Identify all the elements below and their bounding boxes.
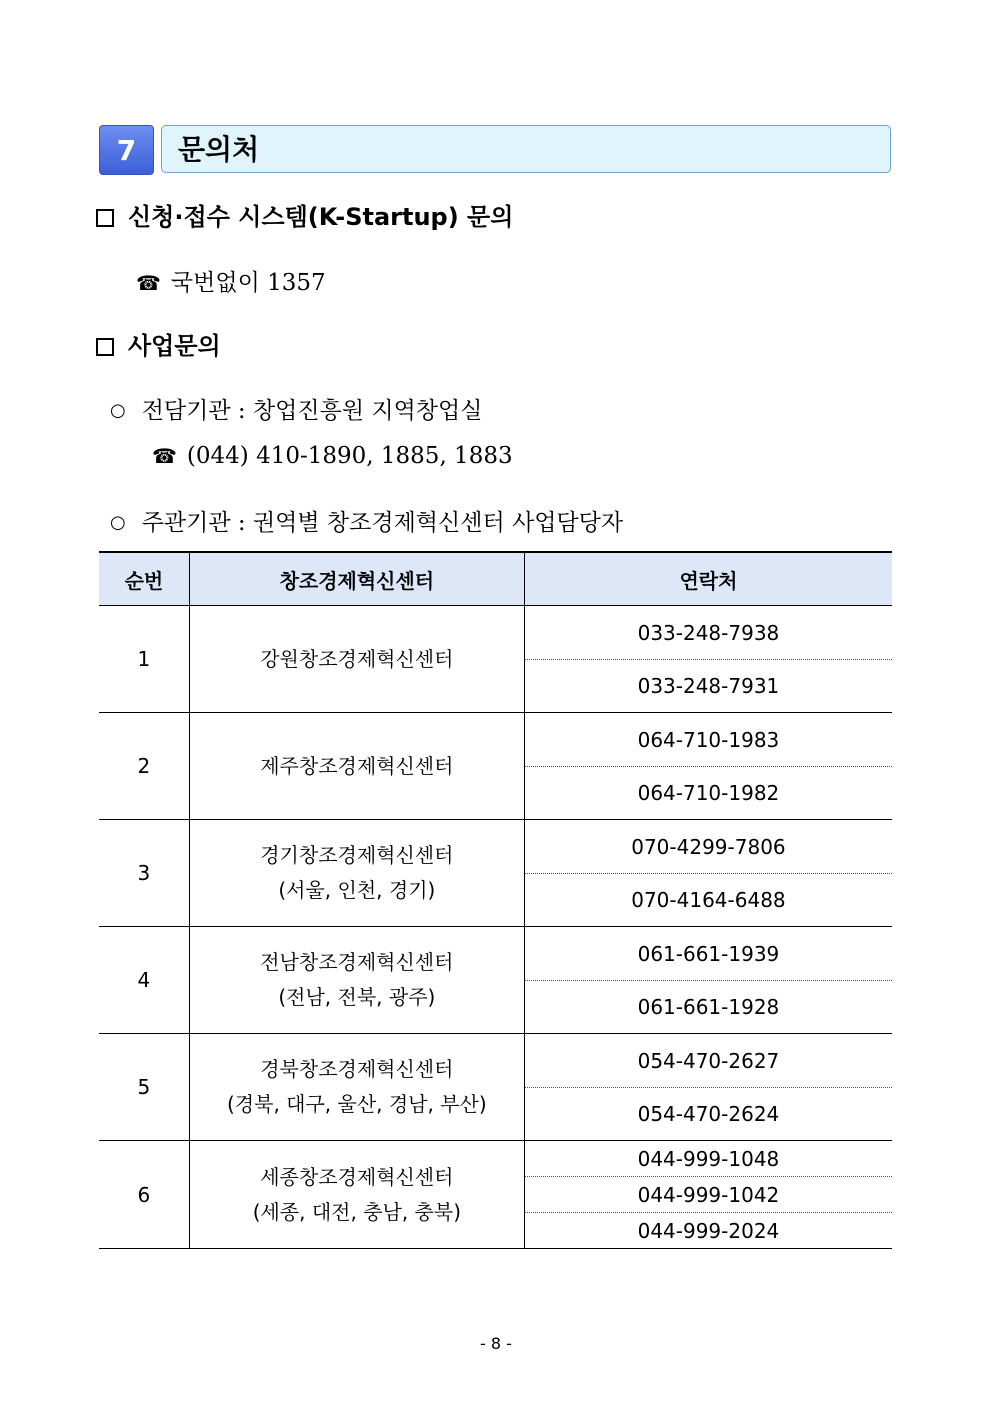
row-number: 2 xyxy=(99,713,189,820)
center-name: 전남창조경제혁신센터 xyxy=(260,950,454,974)
checkbox-square-icon xyxy=(96,209,114,227)
phone-cell xyxy=(524,927,892,1034)
center-name-cell xyxy=(189,927,524,1034)
table-row xyxy=(99,606,892,713)
center-name-cell xyxy=(189,713,524,820)
lead-agency-label: 전담기관 : 창업진흥원 지역창업실 xyxy=(141,398,483,424)
phone-number: 033-248-7931 xyxy=(525,659,892,712)
column-header-contact: 연락처 xyxy=(524,552,892,606)
table-row xyxy=(99,820,892,927)
table-row xyxy=(99,713,892,820)
center-name: 경북창조경제혁신센터 xyxy=(260,1057,454,1081)
system-phone-line xyxy=(136,264,326,297)
table-row xyxy=(99,927,892,1034)
lead-agency-phones: (044) 410-1890, 1885, 1883 xyxy=(186,443,513,469)
phone-cell xyxy=(524,606,892,713)
host-agency-label: 주관기관 : 권역별 창조경제혁신센터 사업담당자 xyxy=(141,510,624,536)
circle-bullet-icon: ○ xyxy=(110,400,126,421)
phone-number: 044-999-1042 xyxy=(525,1176,892,1212)
phone-cell xyxy=(524,820,892,927)
center-name-cell xyxy=(189,820,524,927)
center-name-cell xyxy=(189,606,524,713)
table-header-row xyxy=(99,552,892,606)
page-number: - 8 - xyxy=(480,1334,512,1353)
center-region: (전남, 전북, 광주) xyxy=(278,985,436,1009)
phone-cell xyxy=(524,1141,892,1249)
phone-number: 033-248-7938 xyxy=(637,620,780,645)
row-number: 3 xyxy=(99,820,189,927)
circle-bullet-icon: ○ xyxy=(110,512,126,533)
phone-cell xyxy=(524,713,892,820)
row-number: 1 xyxy=(99,606,189,713)
lead-agency-line xyxy=(110,392,482,425)
table-row xyxy=(99,1141,892,1249)
center-name-cell xyxy=(189,1034,524,1141)
row-number: 5 xyxy=(99,1034,189,1141)
phone-number: 061-661-1939 xyxy=(637,941,780,966)
phone-number: 070-4299-7806 xyxy=(631,834,786,859)
business-inquiry-heading xyxy=(96,331,221,361)
center-region: (세종, 대전, 충남, 충북) xyxy=(252,1199,461,1224)
center-name: 강원창조경제혁신센터 xyxy=(260,646,454,671)
section-header xyxy=(99,125,893,175)
system-inquiry-heading-text: 신청·접수 시스템(K-Startup) 문의 xyxy=(128,203,514,231)
column-header-no: 순번 xyxy=(99,552,189,606)
phone-number: 061-661-1928 xyxy=(525,980,892,1033)
phone-cell xyxy=(524,1034,892,1141)
row-number: 4 xyxy=(99,927,189,1034)
phone-number: 054-470-2624 xyxy=(525,1087,892,1140)
center-region: (경북, 대구, 울산, 경남, 부산) xyxy=(227,1092,487,1116)
center-region: (서울, 인천, 경기) xyxy=(278,878,436,902)
host-agency-line xyxy=(110,504,623,537)
contact-table xyxy=(99,551,892,1249)
phone-number: 064-710-1983 xyxy=(637,727,780,752)
section-number-badge: 7 xyxy=(99,125,154,175)
telephone-icon: ☎ xyxy=(152,444,177,468)
system-inquiry-heading xyxy=(96,202,513,232)
center-name: 세종창조경제혁신센터 xyxy=(260,1164,454,1189)
table-row xyxy=(99,1034,892,1141)
system-phone: 국번없이 1357 xyxy=(170,270,326,296)
checkbox-square-icon xyxy=(96,338,114,356)
center-name: 경기창조경제혁신센터 xyxy=(260,843,454,867)
row-number: 6 xyxy=(99,1141,189,1249)
phone-number: 044-999-2024 xyxy=(525,1212,892,1248)
center-name: 제주창조경제혁신센터 xyxy=(260,753,454,778)
telephone-icon: ☎ xyxy=(136,271,161,295)
phone-number: 070-4164-6488 xyxy=(525,873,892,926)
phone-number: 054-470-2627 xyxy=(637,1048,780,1073)
phone-number: 064-710-1982 xyxy=(525,766,892,819)
phone-number: 044-999-1048 xyxy=(637,1146,780,1171)
column-header-center: 창조경제혁신센터 xyxy=(189,552,524,606)
center-name-cell xyxy=(189,1141,524,1249)
section-title: 문의처 xyxy=(161,125,891,173)
lead-agency-phone-line xyxy=(152,443,513,469)
business-inquiry-heading-text: 사업문의 xyxy=(128,332,221,360)
